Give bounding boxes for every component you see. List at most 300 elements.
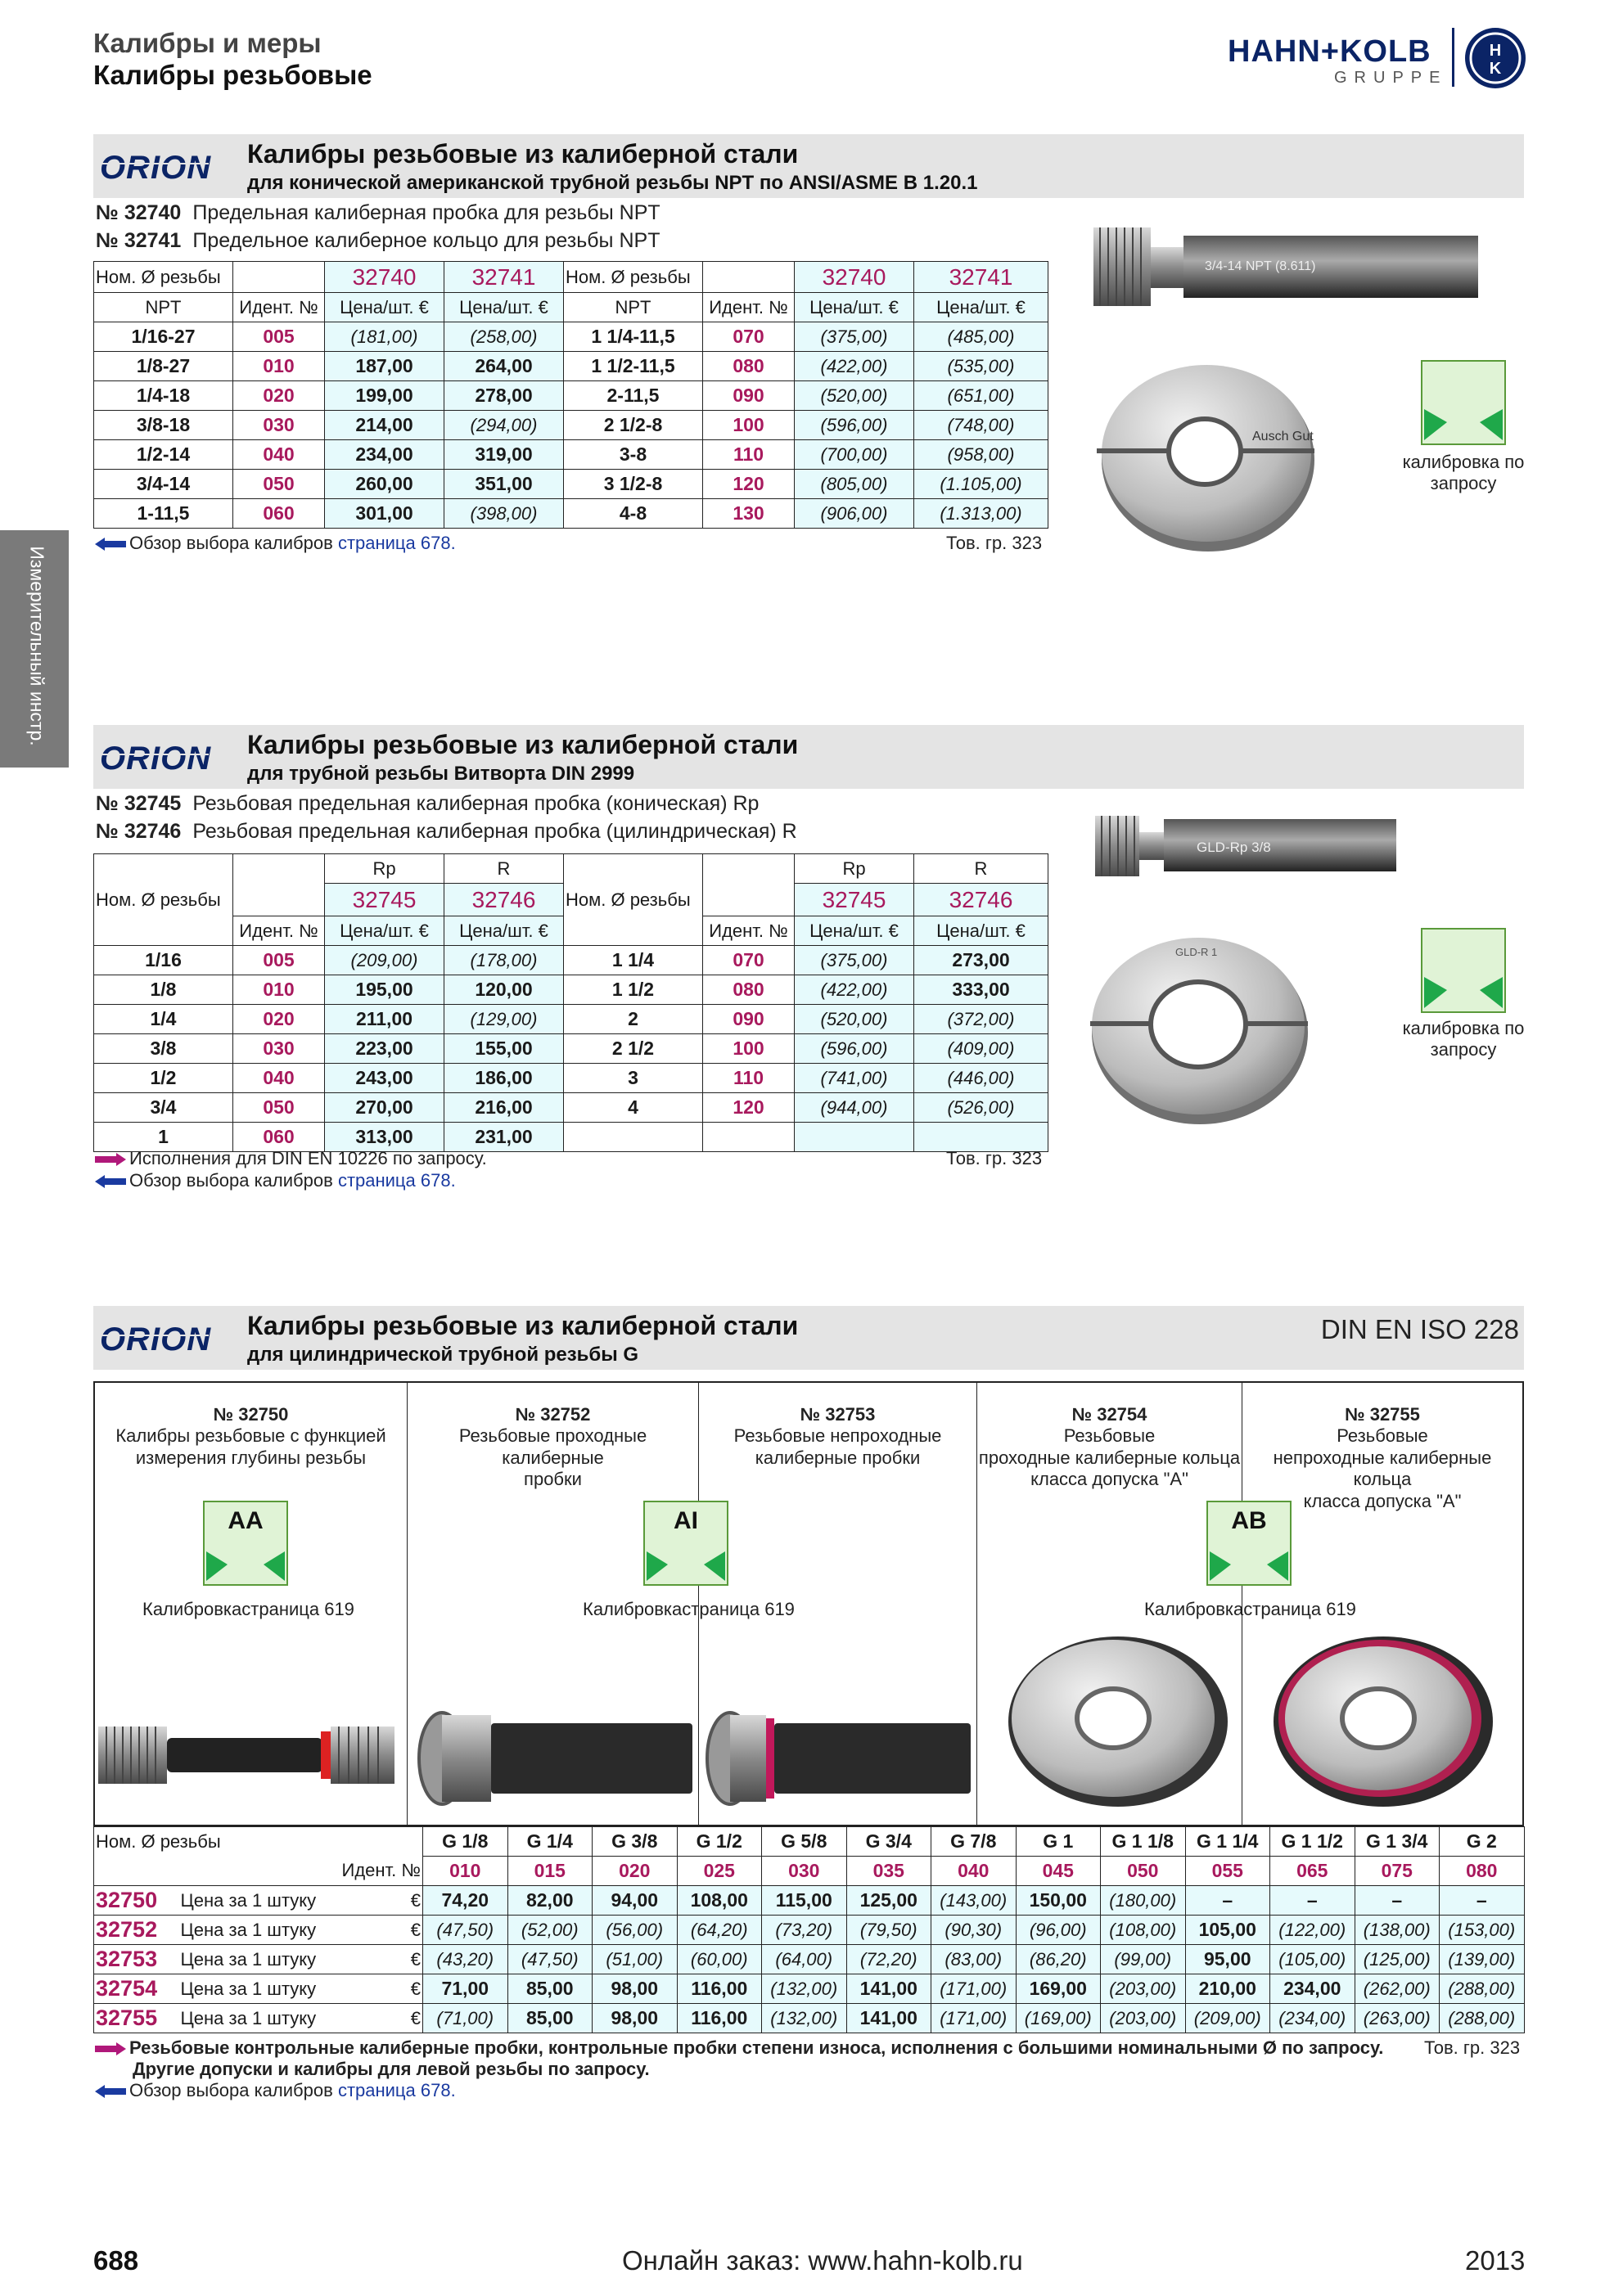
ident-number: 050 [1101,1857,1186,1886]
thread-size: 3 [564,1064,703,1093]
hdr-rp: Rp [795,854,914,884]
price-cell: 216,00 [444,1093,564,1123]
price-label-text: Цена за 1 штуку [180,2007,317,2028]
price-cell: 313,00 [325,1123,444,1152]
hdr-art: 32746 [444,884,564,916]
hdr-size: G 1/4 [507,1827,593,1857]
price-label [179,2004,423,2033]
hdr-price: Цена/шт. € [914,293,1048,322]
thread-size: 2 [564,1005,703,1034]
calibration-icon [1421,360,1506,445]
hdr-nom: Ном. Ø резьбы [94,1827,423,1857]
price-label [179,1886,423,1916]
product-col-32753: № 32753 Резьбовые непроходные калиберные пробки [699,1383,977,1825]
product-col-32752: № 32752 Резьбовые проходные калиберные пробки [408,1383,699,1825]
price-cell: (520,00) [795,381,914,411]
price-cell: 85,00 [507,2004,593,2033]
svg-text:ORION: ORION [100,150,212,185]
price-cell: (171,00) [931,1974,1017,2004]
rp-plug-gauge-image [1090,806,1401,888]
section2-note-link[interactable]: страница 678. [337,1170,456,1191]
hdr-price: Цена/шт. € [914,916,1048,946]
section2-title: Калибры резьбовые из калиберной стали [247,730,799,759]
section1-note: Обзор выбора калибров страница 678. [95,533,456,554]
price-cell: 278,00 [444,381,564,411]
arrow-right-icon [95,2042,126,2055]
page-category: Калибры и меры [93,28,322,58]
table-row [94,499,1048,529]
price-cell: 260,00 [325,470,444,499]
section1-item-2: № 32741 Предельное калиберное кольцо для резьбы NPT [96,229,660,252]
section1-header [93,134,1524,198]
svg-text:K: K [1489,60,1502,78]
ident-number: 060 [233,499,325,529]
price-cell: 264,00 [444,352,564,381]
price-label [179,1945,423,1974]
badge-caption: Калибровкастраница 619 [583,1599,795,1619]
price-cell: (234,00) [1270,2004,1355,2033]
table-row [94,470,1048,499]
section2-note-2: Обзор выбора калибров страница 678. [95,1170,456,1191]
price-cell: (73,20) [762,1916,847,1945]
side-tab-label: Измерительный инстр. [26,546,48,746]
hdr-art: 32741 [914,262,1048,293]
hdr-size: G 1 [1016,1827,1101,1857]
price-cell: (262,00) [1355,1974,1440,2004]
hdr-ident: Идент. № [233,916,325,946]
section2-header [93,725,1524,789]
section1-note-link[interactable]: страница 678. [337,533,456,553]
price-cell: (375,00) [795,322,914,352]
ident-number: 020 [233,1005,325,1034]
article-number: 32753 [94,1945,179,1974]
price-cell: (51,00) [593,1945,678,1974]
price-cell: (171,00) [931,2004,1017,2033]
section3-subtitle: для цилиндрической трубной резьбы G [247,1344,639,1366]
price-cell: (446,00) [914,1064,1048,1093]
hdr-npt: NPT [564,293,703,322]
price-cell: 195,00 [325,975,444,1005]
price-cell: (64,20) [677,1916,762,1945]
svg-text:H: H [1489,42,1502,60]
npt-ring-gauge-image [1097,360,1318,556]
ident-number: 030 [233,1034,325,1064]
section3-title: Калибры резьбовые из калиберной стали [247,1311,799,1340]
price-cell: (181,00) [325,322,444,352]
thread-size: 2 1/2-8 [564,411,703,440]
price-cell: (958,00) [914,440,1048,470]
hdr-size: G 3/4 [846,1827,931,1857]
price-cell: 186,00 [444,1064,564,1093]
table-row [94,411,1048,440]
price-cell: (409,00) [914,1034,1048,1064]
table-row [94,322,1048,352]
price-cell: 231,00 [444,1123,564,1152]
hdr-art: 32746 [914,884,1048,916]
currency-symbol: € [410,1948,421,1970]
table-header-row [94,1857,1525,1886]
price-cell: 210,00 [1185,1974,1270,2004]
price-cell: 199,00 [325,381,444,411]
ident-number: 030 [233,411,325,440]
arrow-left-icon [95,2085,126,2098]
ident-number: 010 [233,975,325,1005]
price-cell: (72,20) [846,1945,931,1974]
ident-number: 050 [233,470,325,499]
thread-size: 1/8 [94,975,233,1005]
section2-subtitle: для трубной резьбы Витворта DIN 2999 [247,763,635,785]
article-number: 32752 [94,1916,179,1945]
price-cell: (596,00) [795,1034,914,1064]
ident-number: 040 [233,440,325,470]
currency-symbol: € [410,1978,421,1999]
price-cell: (64,00) [762,1945,847,1974]
price-cell: – [1185,1886,1270,1916]
price-cell: 319,00 [444,440,564,470]
thread-size: 1 1/4 [564,946,703,975]
section3-standard: DIN EN ISO 228 [1320,1314,1519,1344]
r-ring-gauge-image [1085,933,1311,1129]
hdr-price: Цена/шт. € [795,916,914,946]
nogo-plug-gauge-image [706,1705,974,1812]
catalog-year: 2013 [1465,2245,1526,2276]
npt-plug-gauge-image [1090,219,1483,316]
price-cell: – [1440,1886,1525,1916]
price-cell: 243,00 [325,1064,444,1093]
price-cell: 150,00 [1016,1886,1101,1916]
ident-number: 020 [593,1857,678,1886]
hdr-art: 32740 [325,262,444,293]
hdr-ident: Идент. № [703,916,795,946]
price-cell: (129,00) [444,1005,564,1034]
thread-size: 3/4-14 [94,470,233,499]
price-cell: (99,00) [1101,1945,1186,1974]
table-row [94,975,1048,1005]
section2-item-1: № 32745 Резьбовая предельная калиберная пробка (коническая) Rp [96,792,760,815]
go-ring-gauge-image [995,1617,1233,1813]
ident-number: 080 [703,352,795,381]
ident-number: 055 [1185,1857,1270,1886]
hdr-size: G 7/8 [931,1827,1017,1857]
table-header-row [94,1827,1525,1857]
price-cell: 108,00 [677,1886,762,1916]
depth-plug-gauge-image [95,1710,398,1800]
ident-number: 010 [233,352,325,381]
price-label-text: Цена за 1 штуку [180,1948,317,1970]
price-cell: 234,00 [325,440,444,470]
product-col-32755: № 32755 Резьбовые непроходные калиберные кольца класса допуска "А" [1273,1404,1492,1511]
price-cell: 98,00 [593,2004,678,2033]
price-cell: (86,20) [1016,1945,1101,1974]
price-cell: (132,00) [762,2004,847,2033]
arrow-left-icon [95,1175,126,1188]
section3-note-link[interactable]: страница 678. [337,2080,456,2100]
table-row [94,946,1048,975]
thread-size: 3/4 [94,1093,233,1123]
price-cell: (398,00) [444,499,564,529]
price-cell: (372,00) [914,1005,1048,1034]
section3-header [93,1306,1524,1370]
section1-price-table [93,261,1048,529]
price-cell: – [1270,1886,1355,1916]
hdr-size: G 1/2 [677,1827,762,1857]
hdr-size: G 5/8 [762,1827,847,1857]
table-row [94,1974,1525,2004]
product-col-32750: № 32750 Калибры резьбовые с функцией измерения глубины резьбы [95,1383,408,1825]
currency-symbol: € [410,2007,421,2028]
price-cell: 223,00 [325,1034,444,1064]
thread-size: 1 1/4-11,5 [564,322,703,352]
table-row [94,1916,1525,1945]
table-row [94,2004,1525,2033]
price-cell: 125,00 [846,1886,931,1916]
ident-number: 080 [1440,1857,1525,1886]
ident-number: 035 [846,1857,931,1886]
price-cell: (520,00) [795,1005,914,1034]
price-cell: (71,00) [423,2004,508,2033]
price-cell: 155,00 [444,1034,564,1064]
side-tab[interactable] [0,530,69,768]
price-cell: (56,00) [593,1916,678,1945]
price-cell: (178,00) [444,946,564,975]
price-cell: (288,00) [1440,1974,1525,2004]
table-row [94,1945,1525,1974]
price-cell: 211,00 [325,1005,444,1034]
article-number: 32755 [94,2004,179,2033]
price-cell: (105,00) [1270,1945,1355,1974]
hdr-ident: Идент. № [94,1857,423,1886]
table-row [94,381,1048,411]
hdr-price: Цена/шт. € [444,293,564,322]
hdr-nom: Ном. Ø резьбы [94,262,233,293]
table-row [94,1093,1048,1123]
product-col-32754: № 32754 Резьбовые проходные калиберные кольца класса допуска "А" [977,1383,1242,1825]
ident-number: 100 [703,411,795,440]
price-cell: (526,00) [914,1093,1048,1123]
thread-size: 1 1/2 [564,975,703,1005]
article-number: 32754 [94,1974,179,2004]
ident-number: 090 [703,381,795,411]
hdr-nom: Ном. Ø резьбы [564,884,703,916]
price-cell: (60,00) [677,1945,762,1974]
price-cell: 82,00 [507,1886,593,1916]
ident-number: 045 [1016,1857,1101,1886]
hdr-art: 32741 [444,262,564,293]
plug-label: 3/4-14 NPT (8.611) [1205,259,1316,273]
nogo-ring-gauge-image [1260,1617,1498,1813]
price-cell: 85,00 [507,1974,593,2004]
price-cell: (138,00) [1355,1916,1440,1945]
price-cell: 301,00 [325,499,444,529]
price-cell: (258,00) [444,322,564,352]
ident-number: 110 [703,440,795,470]
price-cell: 187,00 [325,352,444,381]
empty-cell [703,1123,795,1152]
price-cell: (180,00) [1101,1886,1186,1916]
orion-logo-icon [98,738,221,776]
price-cell: (52,00) [507,1916,593,1945]
price-cell: (422,00) [795,975,914,1005]
calibration-text: калибровка по запросу [1402,452,1525,494]
ident-number: 110 [703,1064,795,1093]
section1-item-1: № 32740 Предельная калиберная пробка для резьбы NPT [96,201,660,224]
thread-size: 4 [564,1093,703,1123]
ident-number: 060 [233,1123,325,1152]
price-label-text: Цена за 1 штуку [180,1919,317,1940]
calibration-badge-aa: AA [203,1501,288,1586]
empty-cell [564,1123,703,1152]
currency-symbol: € [410,1889,421,1911]
hdr-nom: Ном. Ø резьбы [564,262,703,293]
brand-sub: GRUPPE [1334,69,1448,87]
thread-size: 1/4-18 [94,381,233,411]
hahn-kolb-logo [1228,23,1531,92]
price-cell: (132,00) [762,1974,847,2004]
thread-size: 1/16 [94,946,233,975]
section3-product-grid [93,1381,1524,1826]
price-cell: (96,00) [1016,1916,1101,1945]
ident-number: 070 [703,946,795,975]
price-cell: 116,00 [677,2004,762,2033]
section2-rows [94,946,1048,1152]
table-row [94,1005,1048,1034]
ident-number: 025 [677,1857,762,1886]
price-cell: (294,00) [444,411,564,440]
price-cell: (535,00) [914,352,1048,381]
price-cell: (375,00) [795,946,914,975]
hdr-size: G 2 [1440,1827,1525,1857]
section2-price-table [93,853,1048,1152]
ident-number: 100 [703,1034,795,1064]
section1-rows [94,322,1048,529]
ident-number: 120 [703,1093,795,1123]
price-label [179,1916,423,1945]
table-row [94,440,1048,470]
price-cell: (906,00) [795,499,914,529]
ident-number: 065 [1270,1857,1355,1886]
price-cell: 333,00 [914,975,1048,1005]
price-cell: (203,00) [1101,1974,1186,2004]
price-cell: (125,00) [1355,1945,1440,1974]
price-cell: (748,00) [914,411,1048,440]
ring-label: Ausch Gut [1252,430,1314,443]
price-cell: 351,00 [444,470,564,499]
go-plug-gauge-image [417,1705,696,1812]
ring-label: GLD-R 1 [1175,946,1218,958]
section3-note-1: Резьбовые контрольные калиберные пробки, контрольные пробки степени износа, исполнения с большими номинальными Ø по запросу. [95,2037,1383,2059]
ident-number: 130 [703,499,795,529]
order-url[interactable]: Онлайн заказ: www.hahn-kolb.ru [622,2245,1023,2276]
section3-note-3: Обзор выбора калибров страница 678. [95,2080,456,2101]
hdr-art: 32740 [795,262,914,293]
price-cell: 169,00 [1016,1974,1101,2004]
section3-group: Тов. гр. 323 [1424,2037,1521,2058]
thread-size: 1 [94,1123,233,1152]
ident-number: 120 [703,470,795,499]
thread-size: 1/4 [94,1005,233,1034]
table-row [94,1064,1048,1093]
price-cell: (47,50) [423,1916,508,1945]
badge-caption: Калибровкастраница 619 [1144,1599,1356,1619]
price-cell: (203,00) [1101,2004,1186,2033]
calibration-badge-ai: AI [643,1501,728,1586]
badge-caption: Калибровкастраница 619 [142,1599,354,1619]
hdr-price: Цена/шт. € [795,293,914,322]
hdr-price: Цена/шт. € [444,916,564,946]
price-cell: 214,00 [325,411,444,440]
price-cell: (1.105,00) [914,470,1048,499]
thread-size: 1-11,5 [94,499,233,529]
hdr-r: R [444,854,564,884]
thread-size: 3/8 [94,1034,233,1064]
thread-size: 3/8-18 [94,411,233,440]
table-row [94,352,1048,381]
ident-number: 090 [703,1005,795,1034]
section2-item-2: № 32746 Резьбовая предельная калиберная пробка (цилиндрическая) R [96,820,797,843]
price-cell: 71,00 [423,1974,508,2004]
price-cell: (143,00) [931,1886,1017,1916]
price-cell: – [1355,1886,1440,1916]
section3-price-table [93,1826,1525,2033]
hdr-nom: Ном. Ø резьбы [94,884,233,916]
hdr-size: G 1 1/4 [1185,1827,1270,1857]
brand-name: HAHN+KOLB [1228,34,1431,69]
price-cell: (122,00) [1270,1916,1355,1945]
ident-number: 020 [233,381,325,411]
price-cell: 270,00 [325,1093,444,1123]
table-row [94,1886,1525,1916]
article-number: 32750 [94,1886,179,1916]
price-label-text: Цена за 1 штуку [180,1978,317,1999]
hdr-art: 32745 [795,884,914,916]
calibration-icon [1421,928,1506,1013]
section1-title: Калибры резьбовые из калиберной стали [247,139,799,169]
price-cell: (47,50) [507,1945,593,1974]
thread-size: 1 1/2-11,5 [564,352,703,381]
thread-size: 1/16-27 [94,322,233,352]
price-cell: 74,20 [423,1886,508,1916]
ident-number: 050 [233,1093,325,1123]
section2-note-1: Исполнения для DIN EN 10226 по запросу. [95,1148,487,1169]
ident-number: 075 [1355,1857,1440,1886]
hdr-rp: Rp [325,854,444,884]
price-cell: (209,00) [325,946,444,975]
thread-size: 2-11,5 [564,381,703,411]
price-cell: 273,00 [914,946,1048,975]
price-cell: (596,00) [795,411,914,440]
price-cell: (1.313,00) [914,499,1048,529]
price-cell: (805,00) [795,470,914,499]
hdr-size: G 1 1/8 [1101,1827,1186,1857]
ident-number: 005 [233,322,325,352]
price-cell: 120,00 [444,975,564,1005]
hdr-price: Цена/шт. € [325,916,444,946]
price-cell: 94,00 [593,1886,678,1916]
price-cell: (79,50) [846,1916,931,1945]
hdr-ident: Идент. № [233,293,325,322]
ident-number: 005 [233,946,325,975]
hdr-art: 32745 [325,884,444,916]
price-cell: (700,00) [795,440,914,470]
price-cell: (651,00) [914,381,1048,411]
calibration-badge-ab: AB [1206,1501,1292,1586]
thread-size: 3-8 [564,440,703,470]
price-cell: 95,00 [1185,1945,1270,1974]
section2-group: Тов. гр. 323 [946,1148,1043,1168]
hdr-size: G 1/8 [423,1827,508,1857]
price-cell: (139,00) [1440,1945,1525,1974]
plug-label: GLD-Rp 3/8 [1197,840,1271,855]
